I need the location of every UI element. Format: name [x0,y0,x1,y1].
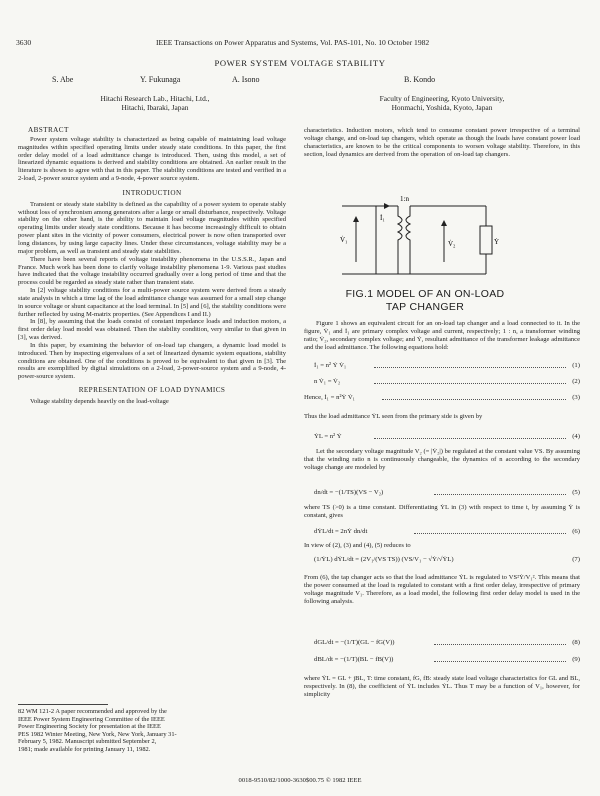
equation-2-text: n V̇₁ = V̇₂ [314,378,341,385]
equation-8-text: dGL/dt = −(1/T)(GL − fG(V)) [314,639,395,646]
caption-line-1: FIG.1 MODEL OF AN ON-LOAD [345,288,505,300]
load-model-text: From (6), the tap changer acts so that the load admittance ẎL is regulated to VS²Ẏ/V₁². This means that the power consumed at the load is regulated to constant with a first order delay, irrespective of primary voltage magnitude V₁. Therefore, as a load model, the following first order delay model is used in the following analysis. [304,574,580,605]
caption-line-2: TAP CHANGER [385,301,465,313]
equations-1-3 [304,362,580,408]
equation-7 [314,556,580,565]
representation-heading: REPRESENTATION OF LOAD DYNAMICS [78,386,226,395]
figure-description: Figure 1 shows an equivalent circuit for an on-load tap changer and a load connected to it. In the figure, V̇₁ and İ₁ are primary complex voltage and current, respectively; 1 : n, a transformer winding ratio; V̇₂, secondary complex voltage; and Ẏ, resultant admittance of the transformer leakage admittance and the load admittance. The following equations hold: [304,320,580,351]
right-column-body-5 [304,542,580,550]
right-column-body-7 [304,675,580,699]
equation-8-number: (8) [572,639,580,646]
representation-text: Voltage stability depends heavily on the load-voltage [30,398,169,405]
footnote-line: February 5, 1982. Manuscript submitted September 2, [18,738,157,746]
equation-leader [374,367,566,368]
author-2: Y. Fukunaga [140,75,181,84]
footnote-line: IEEE Power System Engineering Committee of the IEEE [18,715,165,723]
v1-arrow-head [353,216,359,222]
y-label: Ẏ [494,238,500,246]
equation-1-number: (1) [572,362,580,369]
footnote-line: Power Engineering Society for presentation at the IEEE [18,723,161,731]
intro-paragraph-2: There have been several reports of voltage instability phenomena in the U.S.S.R., Japan and France. Much work has been done to clarify voltage instability phenomena 1-9. Various past studies have indicated that the voltage instability occurred gradually over a long period of time and that the process could be regarded as steady state rather than transient state. [18,255,286,287]
equation-6 [314,528,580,537]
equation-6-number: (6) [572,528,580,535]
author-3: A. Isono [232,75,260,84]
footnote-line: 82 WM 121-2 A paper recommended and approved by the [18,708,167,715]
affiliation-right-line: Faculty of Engineering, Kyoto University, [379,94,505,103]
footnote [18,708,286,754]
affiliation-right-line: Honmachi, Yoshida, Kyoto, Japan [391,103,493,112]
abstract-text: Power system voltage stability is characterized as being capable of maintaining load voltage magnitudes within specified operating limits under steady state conditions. In this paper, the first order delay model of a load admittance change is introduced. Then, using this model, a set of linearized dynamic equations is derived and stability conditions are obtained. An earlier result in the literature is shown to agree with that in this paper. The stability conditions are tested and verified in a 2-load, 2-power source system and a 9-node, 4-power source system. [18,135,286,183]
paper-title: POWER SYSTEM VOLTAGE STABILITY [214,58,386,68]
equation-9-text: dBL/dt = −(1/T)(BL − fB(V)) [314,656,394,663]
i1-label: İ₁ [380,214,385,222]
equation-2 [314,378,580,387]
equation-leader [434,494,566,495]
equation-leader [382,399,566,400]
v2-arrow-head [441,220,447,226]
affiliation-right [322,94,562,112]
right-column-body-4 [304,504,580,520]
reduction-text: In view of (2), (3) and (4), (5) reduces to [304,542,411,549]
equation-leader [414,533,566,534]
time-constant-text: where ẎL = GL + jBL, T: time constant, fG, fB: steady state load voltage characteristics for GL and BL, respectively. In (8), the coefficient of ẎL includes ẎL. Thus T may be a function of V₁, however, for simplicity [304,675,580,698]
intro-paragraph-4: In [8], by assuming that the loads consist of constant impedance loads and induction motors, a first order delay load model was obtained. Then the stability condition, very similar to that given in [3], was derived. [18,318,286,342]
equation-5-text: dn/dt = −(1/TS)(VS − V₂) [314,489,384,496]
right-column-body-3 [304,448,580,472]
equation-3 [304,394,580,403]
secondary-winding [406,206,410,274]
equation-9-number: (9) [572,656,580,663]
equation-9 [314,656,580,665]
equation-leader [374,383,566,384]
figure-1-circuit [336,192,506,284]
equation-leader [374,438,566,439]
author-1: S. Abe [52,75,74,84]
equation-4-text: ẎL = n² Ẏ [314,433,342,440]
footnote-rule [18,704,108,705]
left-column [18,127,286,406]
right-intro-text: characteristics. Induction motors, which tend to consume constant power irrespective of a terminal voltage change, and on-load tap changers, which operate as though the loads have constant power load characteristics, are known to be the critical components to worsen voltage stability. Therefore, in this section, load dynamics are derived from the operation of on-load tap changers. [304,127,580,158]
ratio-label: 1:n [400,195,409,203]
footnote-line: 1981; made available for printing January 11, 1982. [18,745,151,753]
v2-label: V̇₂ [448,240,456,248]
equations-8-9 [314,639,580,671]
load-admittance-box [480,226,492,254]
v1-label: V̇₁ [340,236,348,244]
equation-1 [314,362,580,371]
equation-6-text: dẎL/dt = 2nẎ dn/dt [314,528,368,535]
equation-7-number: (7) [572,556,580,563]
right-column-body-2 [304,413,580,421]
equation-5-number: (5) [572,489,580,496]
equation-5 [314,489,580,498]
right-column-body-1 [304,320,580,351]
equation-7-text: (1/ẎL) dẎL/dt = (2V₁/(VS TS)) (VS/V₁ − √Ẏ/√ẎL) [314,556,454,563]
figure-1-caption [320,288,530,314]
equation-1-text: İ₁ = n² Ẏ V̇₁ [314,362,347,369]
copyright-line: 0018-9510/82/1000-3630$00.75 © 1982 IEEE [238,777,362,784]
admittance-text: Thus the load admittance ẎL seen from the primary side is given by [304,413,483,420]
author-4: B. Kondo [404,75,436,84]
primary-winding [398,206,402,274]
right-column-intro [304,127,580,158]
equation-4 [314,433,580,442]
i1-arrow-head [384,203,390,209]
equation-3-text: Hence, İ₁ = n²Ẏ V̇₁ [304,394,355,401]
intro-paragraph-5: In this paper, by examining the behavior of on-load tap changers, a dynamic load model is introduced. Then by inspecting eigenvalues of a set of linearized dynamic system equations, stability conditions are obtained. One of the conditions is proved to be equivalent to that given in [3]. The results are exemplified by digital simulations on a 2-load, 2-power-source system and a 9-node, 4-power-source system. [18,341,286,381]
differentiation-text: where TS (>0) is a time constant. Differentiating ẎL in (3) with respect to time t, by assuming Ẏ is constant, gives [304,504,580,519]
right-column-body-6 [304,574,580,605]
running-header [16,38,584,52]
affiliation-left [40,94,270,112]
abstract-heading: ABSTRACT [28,126,69,134]
affiliation-left-line: Hitachi Research Lab., Hitachi, Ltd., [100,94,210,103]
journal-citation: IEEE Transactions on Power Apparatus and Systems, Vol. PAS-101, No. 10 October 1982 [156,38,430,47]
footnote-line: PES 1982 Winter Meeting, New York, New York, January 31- [18,730,177,738]
affiliation-left-line: Hitachi, Ibaraki, Japan [121,103,189,112]
introduction-heading: INTRODUCTION [122,188,182,197]
intro-paragraph-3: In [2] voltage stability conditions for a multi-power source system were derived from a steady state analysis in which a time lag of the load admittance change was assumed for a small step change in source voltage or shunt capacitance at the load terminal. In [5] and [6], the stability conditions were further reflected by using M-matrix properties. (See Appendices I and II.) [18,287,286,318]
page-number: 3630 [16,38,32,47]
equation-leader [434,661,566,662]
regulation-text: Let the secondary voltage magnitude V₂ (= |V̇₂|) be regulated at the constant value VS. By assuming that the winding ratio n is continuously changeable, the dynamics of n according to the secondary voltage change are modeled by [304,448,580,471]
intro-paragraph-1: Transient or steady state stability is defined as the capability of a power system to operate stably without loss of synchronism among generators after a large or small disturbance, respectively. Voltage stability on the other hand, is the ability to maintain load voltage magnitudes within specified operating limits under steady state conditions. Because it has become increasingly difficult to obtain power plant sites in the vicinity of power consumers, electrical power is now often transported over long distances, by using large capacity lines. Under these circumstances, voltage stability may be a major problem, as well as transient and steady state stabilities. [18,200,286,255]
equation-4-number: (4) [572,433,580,440]
equation-3-number: (3) [572,394,580,401]
equation-leader [434,644,566,645]
equation-2-number: (2) [572,378,580,385]
equation-8 [314,639,580,648]
